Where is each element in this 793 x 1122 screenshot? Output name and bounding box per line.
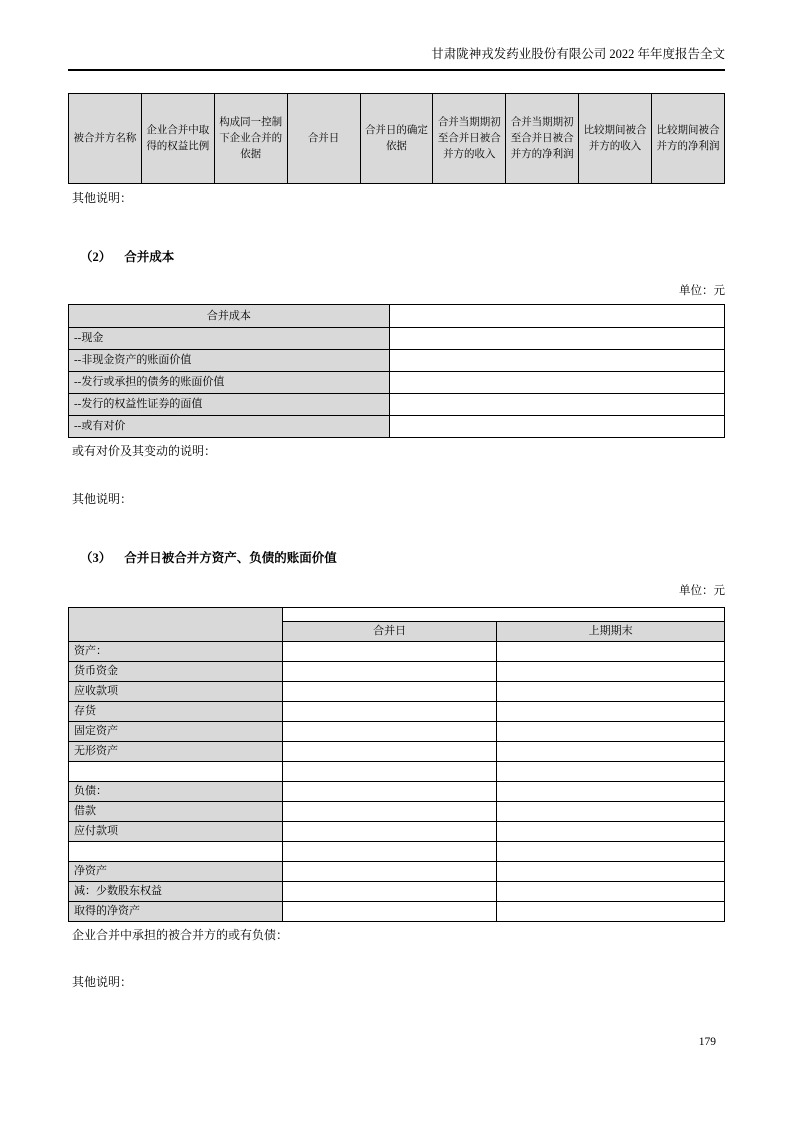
- cost-row: [69, 328, 725, 350]
- cost-label-cell: --现金: [69, 328, 390, 350]
- bv-label-cell: [69, 842, 283, 862]
- bv-value-cell: [282, 642, 497, 662]
- bv-value-cell: [497, 842, 725, 862]
- page-number: 179: [698, 1036, 716, 1048]
- bv-row: [69, 862, 725, 882]
- bv-value-cell: [497, 902, 725, 922]
- header-title: 甘肃陇神戎发药业股份有限公司 2022 年年度报告全文: [431, 47, 725, 61]
- cost-row: [69, 416, 725, 438]
- bv-col-header-merger-date: 合并日: [282, 622, 497, 642]
- merger-info-table: [68, 93, 725, 184]
- merger-info-header-cell: 被合并方名称: [69, 94, 142, 184]
- bv-value-cell: [282, 702, 497, 722]
- bv-value-cell: [282, 842, 497, 862]
- cost-label-cell: --发行的权益性证券的面值: [69, 394, 390, 416]
- bv-row-blank: [69, 842, 725, 862]
- bv-value-cell: [497, 782, 725, 802]
- bv-value-cell: [282, 662, 497, 682]
- bv-value-cell: [282, 882, 497, 902]
- bv-row: [69, 902, 725, 922]
- bv-value-cell: [497, 822, 725, 842]
- merger-info-header-cell: 合并日: [287, 94, 360, 184]
- merger-info-header-cell: 合并日的确定依据: [360, 94, 433, 184]
- bv-label-cell: 借款: [69, 802, 283, 822]
- bv-label-cell: 存货: [69, 702, 283, 722]
- bv-value-cell: [282, 802, 497, 822]
- cost-value-cell: [389, 350, 724, 372]
- cost-table-header-cell: 合并成本: [69, 305, 390, 328]
- cost-row: [69, 394, 725, 416]
- bv-value-cell: [497, 702, 725, 722]
- bv-label-cell: 无形资产: [69, 742, 283, 762]
- bv-label-cell: 应付款项: [69, 822, 283, 842]
- merger-info-header-row: [69, 94, 725, 184]
- bv-row: [69, 702, 725, 722]
- bv-label-cell: 减：少数股东权益: [69, 882, 283, 902]
- section3-heading: [68, 550, 725, 567]
- bv-label-cell: 取得的净资产: [69, 902, 283, 922]
- cost-value-cell: [389, 305, 724, 328]
- other-note-2: 其他说明：: [72, 492, 133, 506]
- bv-value-cell: [282, 782, 497, 802]
- bv-row: [69, 642, 725, 662]
- bv-header-spacer-cell: [282, 608, 724, 622]
- section3-heading-title: 合并日被合并方资产、负债的账面价值: [124, 551, 337, 565]
- bv-value-cell: [282, 722, 497, 742]
- cost-header-row: [69, 305, 725, 328]
- merger-info-header-cell: 企业合并中取得的权益比例: [141, 94, 214, 184]
- merger-info-header-cell: 比较期间被合并方的收入: [579, 94, 652, 184]
- cost-row: [69, 372, 725, 394]
- bv-value-cell: [282, 682, 497, 702]
- cost-value-cell: [389, 328, 724, 350]
- other-note-3: 其他说明：: [72, 975, 133, 989]
- other-note-1: 其他说明：: [72, 191, 133, 205]
- bv-value-cell: [497, 802, 725, 822]
- bv-label-cell: 净资产: [69, 862, 283, 882]
- bv-value-cell: [497, 882, 725, 902]
- book-value-table: [68, 607, 725, 922]
- cost-label-cell: --发行或承担的债务的账面价值: [69, 372, 390, 394]
- merger-info-header-cell: 合并当期期初至合并日被合并方的净利润: [506, 94, 579, 184]
- page-content: [68, 0, 725, 990]
- section3-heading-number: （3）: [80, 551, 112, 565]
- bv-value-cell: [282, 762, 497, 782]
- bv-row-blank: [69, 762, 725, 782]
- bv-value-cell: [282, 742, 497, 762]
- bv-row: [69, 742, 725, 762]
- bv-value-cell: [497, 682, 725, 702]
- bv-row: [69, 802, 725, 822]
- bv-header-row-top: [69, 608, 725, 622]
- section3-unit-label: 单位：元: [679, 585, 725, 597]
- bv-value-cell: [497, 722, 725, 742]
- bv-value-cell: [282, 822, 497, 842]
- contingent-consideration-note: 或有对价及其变动的说明：: [72, 444, 217, 458]
- bv-label-cell: 负债：: [69, 782, 283, 802]
- bv-row: [69, 882, 725, 902]
- bv-row: [69, 782, 725, 802]
- bv-label-cell: 应收款项: [69, 682, 283, 702]
- cost-value-cell: [389, 394, 724, 416]
- bv-row: [69, 682, 725, 702]
- bv-label-cell: 资产：: [69, 642, 283, 662]
- bv-row: [69, 662, 725, 682]
- cost-label-cell: --非现金资产的账面价值: [69, 350, 390, 372]
- contingent-liability-note: 企业合并中承担的被合并方的或有负债：: [72, 928, 289, 942]
- cost-value-cell: [389, 416, 724, 438]
- bv-label-cell: [69, 762, 283, 782]
- bv-value-cell: [282, 902, 497, 922]
- section2-heading-number: （2）: [80, 250, 112, 264]
- bv-row: [69, 822, 725, 842]
- bv-col-header-prior-period: 上期期末: [497, 622, 725, 642]
- bv-value-cell: [497, 862, 725, 882]
- merger-cost-table: [68, 304, 725, 438]
- cost-row: [69, 350, 725, 372]
- merger-info-header-cell: 合并当期期初至合并日被合并方的收入: [433, 94, 506, 184]
- bv-value-cell: [497, 742, 725, 762]
- section2-unit-label: 单位：元: [679, 285, 725, 297]
- section2-heading-title: 合并成本: [124, 250, 175, 264]
- cost-label-cell: --或有对价: [69, 416, 390, 438]
- bv-value-cell: [282, 862, 497, 882]
- merger-info-header-cell: 构成同一控制下企业合并的依据: [214, 94, 287, 184]
- merger-info-header-cell: 比较期间被合并方的净利润: [652, 94, 725, 184]
- bv-label-cell: 固定资产: [69, 722, 283, 742]
- bv-value-cell: [497, 642, 725, 662]
- bv-stub-cell: [69, 608, 283, 642]
- bv-value-cell: [497, 662, 725, 682]
- bv-row: [69, 722, 725, 742]
- section2-heading: [68, 249, 725, 266]
- cost-value-cell: [389, 372, 724, 394]
- page-header: [68, 0, 725, 71]
- bv-value-cell: [497, 762, 725, 782]
- bv-label-cell: 货币资金: [69, 662, 283, 682]
